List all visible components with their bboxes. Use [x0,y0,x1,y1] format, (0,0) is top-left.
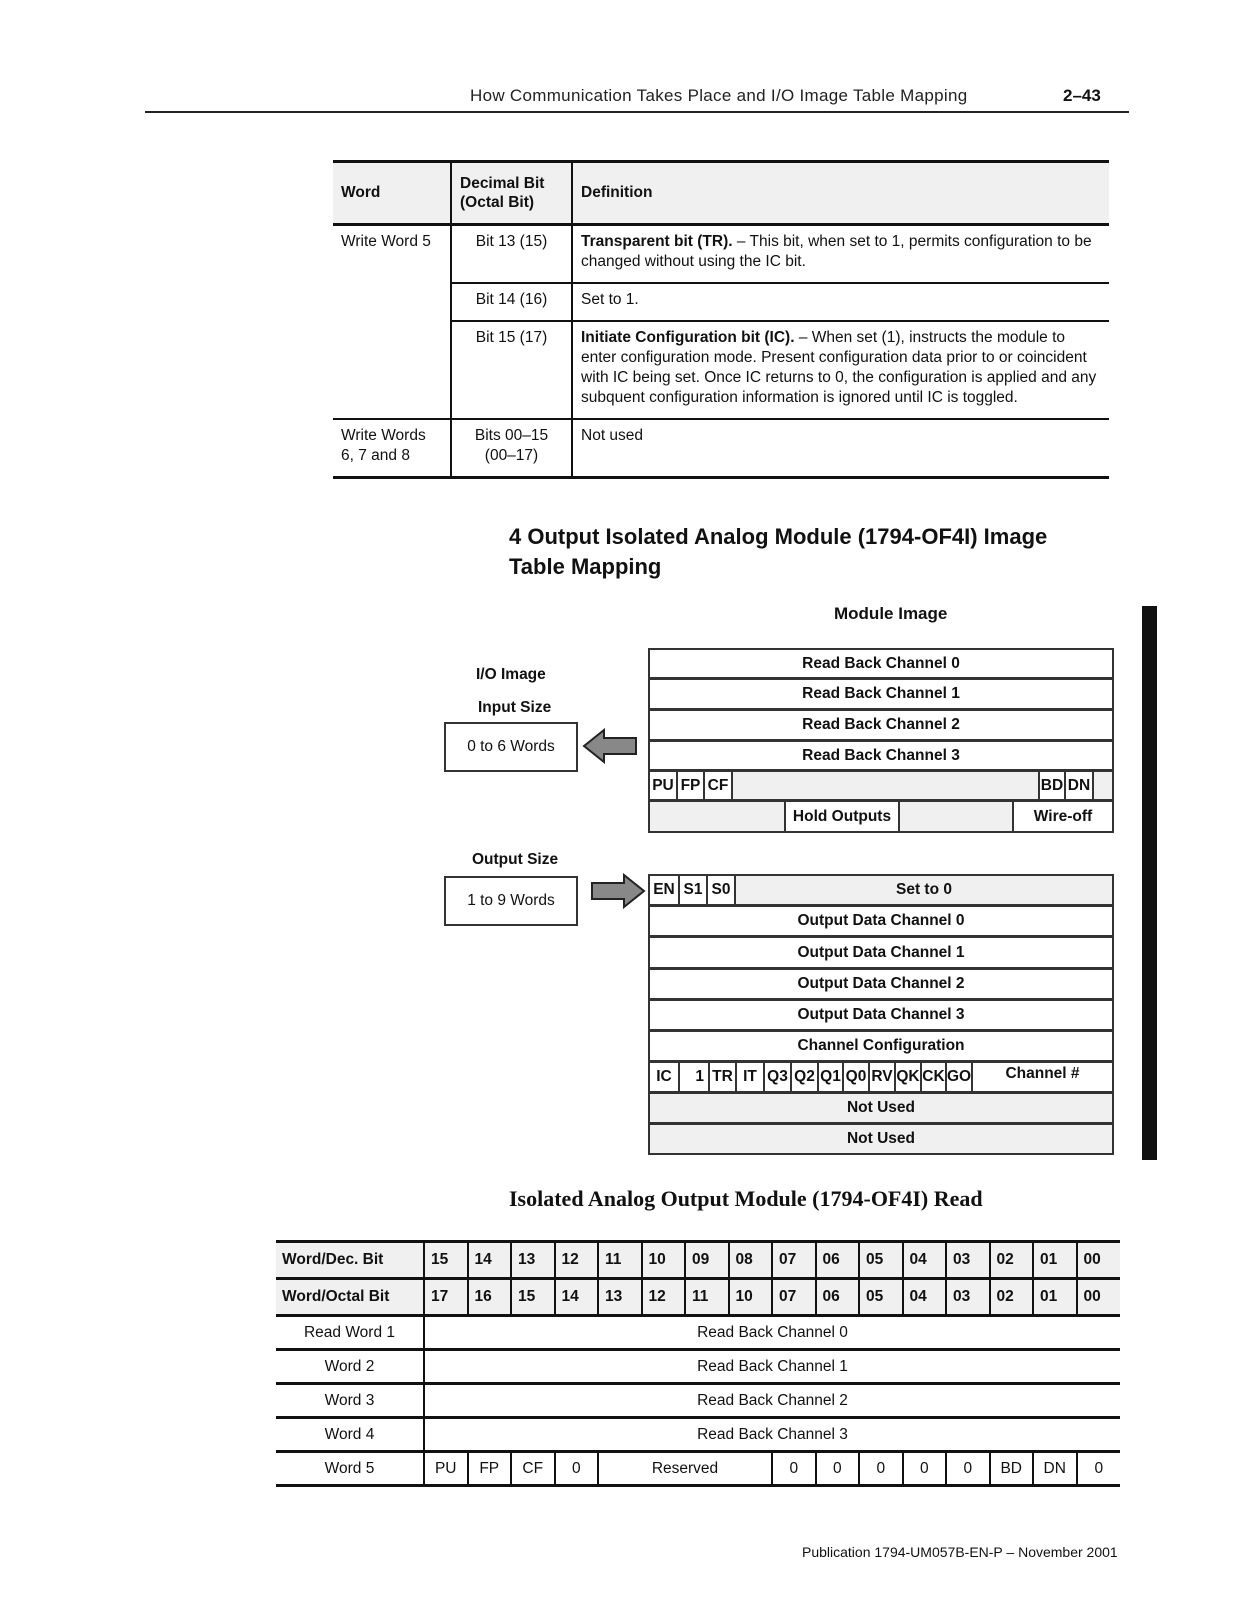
word-value: Read Back Channel 2 [424,1384,1120,1418]
bit-value: 0 [816,1452,860,1486]
output-data-channel-1-row: Output Data Channel 1 [648,936,1114,969]
right-arrow-icon [590,873,646,909]
page-number: 2–43 [1063,86,1101,105]
bit-header: 09 [685,1242,729,1279]
bit-header: 05 [859,1279,903,1316]
config-bits-row [648,1061,1114,1093]
status-bits-row [648,770,1114,801]
bit-header: 04 [903,1279,947,1316]
hold-wire-off-row [648,800,1114,833]
module-image-label: Module Image [834,604,948,623]
word-label: Word 3 [276,1384,424,1418]
read-back-channel-0-row: Read Back Channel 0 [648,648,1114,679]
row-label: Word/Dec. Bit [276,1242,424,1279]
bit-header: 11 [598,1242,642,1279]
bit-header: 12 [642,1279,686,1316]
output-size-box [444,876,578,926]
bit-header: 13 [598,1279,642,1316]
bit-header: 17 [424,1279,468,1316]
config-bit: IC [650,1063,680,1091]
bit-definition-table [333,160,1109,479]
table-row [333,419,1109,478]
status-bit: FP [678,772,705,799]
definition-text: – This bit, when set to 1, permits configuration to be changed without using the IC bit. [581,233,1092,270]
table-row [333,321,1109,419]
section-heading: 4 Output Isolated Analog Module (1794-OF4I) Image Table Mapping [509,524,1048,579]
bit-header: 08 [729,1242,773,1279]
table-row [333,283,1109,321]
wire-off-cell: Wire-off [1012,802,1112,831]
bit-header: 11 [685,1279,729,1316]
bit-header: 12 [555,1242,599,1279]
config-bit: IT [737,1063,765,1091]
read-back-channel-2-row: Read Back Channel 2 [648,709,1114,741]
config-bit: RV [870,1063,896,1091]
column-header-word: Word [333,162,451,225]
bit-header: 14 [555,1279,599,1316]
word-cell: Write Word 5 [341,233,431,250]
word-label: Read Word 1 [276,1316,424,1350]
definition-text: Not used [581,427,644,444]
bit-cell: Bit 14 (16) [451,283,572,321]
bit-header: 05 [859,1242,903,1279]
read-mapping-table [276,1240,1120,1487]
bit-value: DN [1033,1452,1077,1486]
bit-header: 01 [1033,1242,1077,1279]
bit-header: 01 [1033,1279,1077,1316]
output-control-row [648,874,1114,906]
config-bit: GO [947,1063,973,1091]
definition-cell [572,321,1109,419]
bit-header: 07 [772,1242,816,1279]
bit-header: 15 [511,1279,555,1316]
bit-value: 0 [946,1452,990,1486]
bit-header: 15 [424,1242,468,1279]
read-table-title: Isolated Analog Output Module (1794-OF4I) Read [509,1186,983,1211]
output-bit: S0 [708,876,736,904]
reserved-bits: Reserved [598,1452,772,1486]
bit-cell: Bit 15 (17) [451,321,572,419]
input-size-box [444,722,578,772]
not-used-row: Not Used [648,1092,1114,1124]
definition-term: Transparent bit (TR). [581,233,733,250]
bit-header: 06 [816,1279,860,1316]
bit-header: 04 [903,1242,947,1279]
bit-header: 14 [468,1242,512,1279]
bit-value: 0 [859,1452,903,1486]
bit-header: 02 [990,1242,1034,1279]
publication-footer: Publication 1794-UM057B-EN-P – November 2001 [802,1544,1118,1560]
table-row [276,1452,1120,1486]
bit-value: 0 [1077,1452,1121,1486]
config-bit: Q3 [765,1063,792,1091]
not-used-row: Not Used [648,1123,1114,1155]
bit-header: 13 [511,1242,555,1279]
definition-cell [572,283,1109,321]
word-value: Read Back Channel 3 [424,1418,1120,1452]
output-bit: EN [650,876,680,904]
table-row [276,1316,1120,1350]
definition-text: – When set (1), instructs the module to enter configuration mode. Present configuration data prior to or coincident with IC being set. Once IC returns to 0, the configuration is applied and any subquent configuration information is ignored until IC is toggled. [581,329,1097,406]
status-bit: PU [650,772,678,799]
bit-value: 0 [903,1452,947,1486]
bit-value: FP [468,1452,512,1486]
bit-value: 0 [555,1452,599,1486]
bit-header: 03 [946,1242,990,1279]
word-cell: Write Words 6, 7 and 8 [333,419,451,478]
definition-term: Initiate Configuration bit (IC). [581,329,795,346]
read-back-channel-3-row: Read Back Channel 3 [648,740,1114,771]
status-bit: DN [1066,772,1094,799]
io-image-label: I/O Image [476,666,546,683]
config-bit: QK [896,1063,922,1091]
bit-header: 07 [772,1279,816,1316]
output-bit: S1 [680,876,708,904]
row-label: Word/Octal Bit [276,1279,424,1316]
bit-header: 00 [1077,1242,1121,1279]
bit-header: 10 [729,1279,773,1316]
running-header-title: How Communication Takes Place and I/O Image Table Mapping [470,86,968,105]
left-arrow-icon [582,728,638,764]
channel-number-cell: Channel # [973,1063,1112,1091]
bit-cell: Bits 00–15 (00–17) [451,419,572,478]
table-row [276,1418,1120,1452]
definition-text: Set to 1. [581,291,639,308]
definition-cell [572,225,1109,284]
channel-configuration-row: Channel Configuration [648,1030,1114,1062]
chapter-tab-bar [1142,606,1157,1160]
word-value: Read Back Channel 1 [424,1350,1120,1384]
bit-value: CF [511,1452,555,1486]
bit-cell: Bit 13 (15) [451,225,572,284]
output-size-value: 1 to 9 Words [467,892,555,909]
input-size-value: 0 to 6 Words [467,738,555,755]
bit-header: 03 [946,1279,990,1316]
bit-header: 10 [642,1242,686,1279]
output-data-channel-3-row: Output Data Channel 3 [648,999,1114,1031]
config-bit: CK [922,1063,947,1091]
word-label: Word 2 [276,1350,424,1384]
config-bit: Q2 [792,1063,819,1091]
config-bit: 1 [680,1063,710,1091]
table-row [276,1384,1120,1418]
output-size-label: Output Size [472,851,559,868]
definition-cell [572,419,1109,478]
status-bit: CF [705,772,733,799]
word-cell [333,321,451,419]
config-bit: Q1 [819,1063,844,1091]
status-bit: BD [1038,772,1066,799]
bit-value: PU [424,1452,468,1486]
decimal-bit-row [276,1242,1120,1279]
word-cell [333,283,451,321]
bit-header: 02 [990,1279,1034,1316]
column-header-definition: Definition [572,162,1109,225]
word-label: Word 4 [276,1418,424,1452]
hold-outputs-cell: Hold Outputs [784,802,900,831]
input-size-label: Input Size [478,699,552,716]
bit-header: 06 [816,1242,860,1279]
output-data-channel-0-row: Output Data Channel 0 [648,905,1114,937]
bit-header: 16 [468,1279,512,1316]
octal-bit-row [276,1279,1120,1316]
header-rule [145,111,1129,113]
set-to-0-cell: Set to 0 [896,881,952,898]
word-value: Read Back Channel 0 [424,1316,1120,1350]
bit-value: 0 [772,1452,816,1486]
bit-header: 00 [1077,1279,1121,1316]
column-header-bit: Decimal Bit (Octal Bit) [451,162,572,225]
config-bit: TR [710,1063,737,1091]
read-back-channel-1-row: Read Back Channel 1 [648,678,1114,710]
table-row [333,225,1109,284]
output-data-channel-2-row: Output Data Channel 2 [648,968,1114,1000]
config-bit: Q0 [844,1063,870,1091]
table-row [276,1350,1120,1384]
bit-value: BD [990,1452,1034,1486]
word-label: Word 5 [276,1452,424,1486]
